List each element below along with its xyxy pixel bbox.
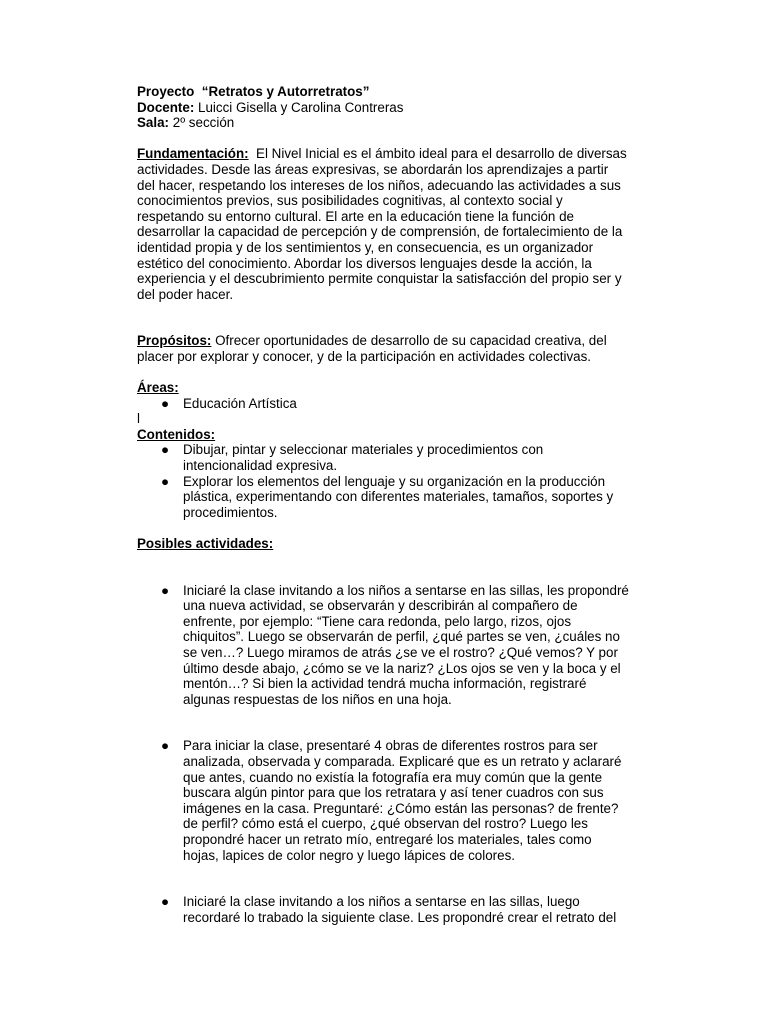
actividades-section (137, 536, 663, 925)
list-item-line: hojas, lapices de color negro y luego lápices de colores. (183, 847, 515, 863)
contenidos-label: Contenidos: (137, 426, 216, 442)
list-item-text: Educación Artística (183, 395, 297, 411)
stray-character: l (137, 411, 140, 427)
list-item-line: se ven…? Luego miramos de atrás ¿se ve el rostro? ¿Qué vemos? Y por (183, 645, 618, 660)
list-item-line: mentón…? Si bien la actividad tendrá mucha información, registraré (183, 676, 587, 692)
fundamentacion-text-line: experiencia y el descubrimiento permite conquistar la satisfacción del propio ser y (137, 271, 622, 287)
list-item-line: procedimientos. (183, 504, 278, 520)
areas-label: Áreas: (137, 380, 179, 396)
list-item-line: propondré hacer un retrato mío, entregaré los materiales, tales como (183, 831, 592, 847)
fundamentacion-text-line: El Nivel Inicial es el ámbito ideal para el desarrollo de diversas (256, 146, 627, 162)
fundamentacion-text-line: actividades. Desde las áreas expresivas, se abordarán los aprendizajes a partir (137, 161, 609, 177)
bullet-icon: ● (160, 894, 170, 910)
list-item (137, 738, 663, 863)
list-item-line: buscara algún pintor para que los retratara y así tener cuadros con sus (183, 785, 604, 801)
fundamentacion-section (137, 146, 663, 302)
list-item-line: de perfil? cómo está el cuerpo, ¿qué observan del rostro? Luego les (183, 816, 588, 832)
propositos-line (137, 333, 663, 349)
list-item-line: una nueva actividad, se observarán y describirán al compañero de (183, 598, 578, 614)
propositos-section (137, 333, 663, 364)
list-item-line: Iniciaré la clase invitando a los niños a sentarse en las sillas, luego (183, 894, 580, 910)
list-item-line: último desde abajo, ¿cómo se ve la nariz? ¿Los ojos se ven y la boca y el (183, 660, 621, 676)
list-item-line: Dibujar, pintar y seleccionar materiales y procedimientos con (183, 442, 544, 458)
list-item-line: Explorar los elementos del lenguaje y su organización en la producción (183, 473, 606, 489)
room-value: 2º sección (172, 115, 235, 131)
list-item (137, 894, 663, 925)
list-item-line: plástica, experimentando con diferentes materiales, tamaños, soportes y (183, 489, 614, 505)
propositos-text-line: placer por explorar y conocer, y de la participación en actividades colectivas. (137, 348, 592, 364)
actividades-list (137, 894, 663, 925)
list-item-line: algunas respuestas de los niños en una hoja. (183, 691, 452, 707)
actividades-list (137, 583, 663, 708)
actividades-list (137, 738, 663, 863)
list-item-line: Para iniciar la clase, presentaré 4 obras de diferentes rostros para ser (183, 738, 598, 754)
bullet-icon: ● (160, 473, 170, 489)
fundamentacion-text-line: estético del conocimiento. Abordar los diversos lenguajes desde la acción, la (137, 255, 592, 271)
document-content (137, 84, 663, 925)
areas-list (137, 396, 663, 412)
list-item-line: que antes, cuando no existía la fotografía era muy común que la gente (183, 769, 603, 785)
list-item (137, 442, 663, 473)
list-item-line: recordaré lo trabado la siguiente clase. Les propondré crear el retrato del (183, 909, 617, 925)
room-label: Sala: (137, 115, 170, 131)
list-item-line: chiquitos”. Luego se observarán de perfil, ¿qué partes se ven, ¿cuáles no (183, 629, 620, 645)
fundamentacion-label: Fundamentación: (137, 146, 249, 162)
project-title-line (137, 84, 663, 100)
list-item (137, 474, 663, 521)
teacher-line (137, 100, 663, 116)
bullet-icon: ● (160, 582, 170, 598)
fundamentacion-line (137, 146, 663, 162)
project-label: Proyecto (137, 84, 195, 99)
fundamentacion-text-line: del hacer, respetando los intereses de los niños, adecuando las actividades a sus (137, 177, 621, 193)
areas-section (137, 380, 663, 427)
fundamentacion-text-line: identidad propia y de los sentimientos y, en consecuencia, es un organizador (137, 239, 594, 255)
room-line (137, 115, 663, 131)
list-item-line: enfrente, por ejemplo: “Tiene cara redonda, pelo largo, rizos, ojos (183, 613, 572, 629)
fundamentacion-text-line: del poder hacer. (137, 286, 234, 302)
bullet-icon: ● (160, 738, 170, 754)
list-item-line: intencionalidad expresiva. (183, 458, 338, 474)
list-item-line: analizada, observada y comparada. Explicaré que es un retrato y aclararé (183, 753, 622, 769)
list-item (137, 583, 663, 708)
contenidos-section (137, 427, 663, 521)
list-item (137, 396, 663, 412)
bullet-icon: ● (160, 442, 170, 458)
propositos-label: Propósitos: (137, 333, 212, 349)
list-item-line: imágenes en la casa. Preguntaré: ¿Cómo están las personas? de frente? (183, 800, 619, 816)
propositos-text-line: Ofrecer oportunidades de desarrollo de su capacidad creativa, del (215, 333, 607, 349)
project-title: “Retratos y Autorretratos” (201, 84, 370, 99)
actividades-label: Posibles actividades: (137, 536, 274, 552)
teacher-label: Docente: (137, 99, 195, 115)
fundamentacion-text-line: desarrollar la capacidad de percepción y de comprensión, de fortalecimiento de la (137, 224, 623, 240)
fundamentacion-text-line: respetando su entorno cultural. El arte en la educación tiene la función de (137, 208, 574, 224)
fundamentacion-text-line: conocimientos previos, sus posibilidades cognitivas, al contexto social y (137, 193, 563, 209)
teacher-value: Luicci Gisella y Carolina Contreras (198, 99, 404, 115)
list-item-line: Iniciaré la clase invitando a los niños a sentarse en las sillas, les propondré (183, 582, 629, 598)
contenidos-list (137, 442, 663, 520)
bullet-icon: ● (160, 395, 170, 411)
